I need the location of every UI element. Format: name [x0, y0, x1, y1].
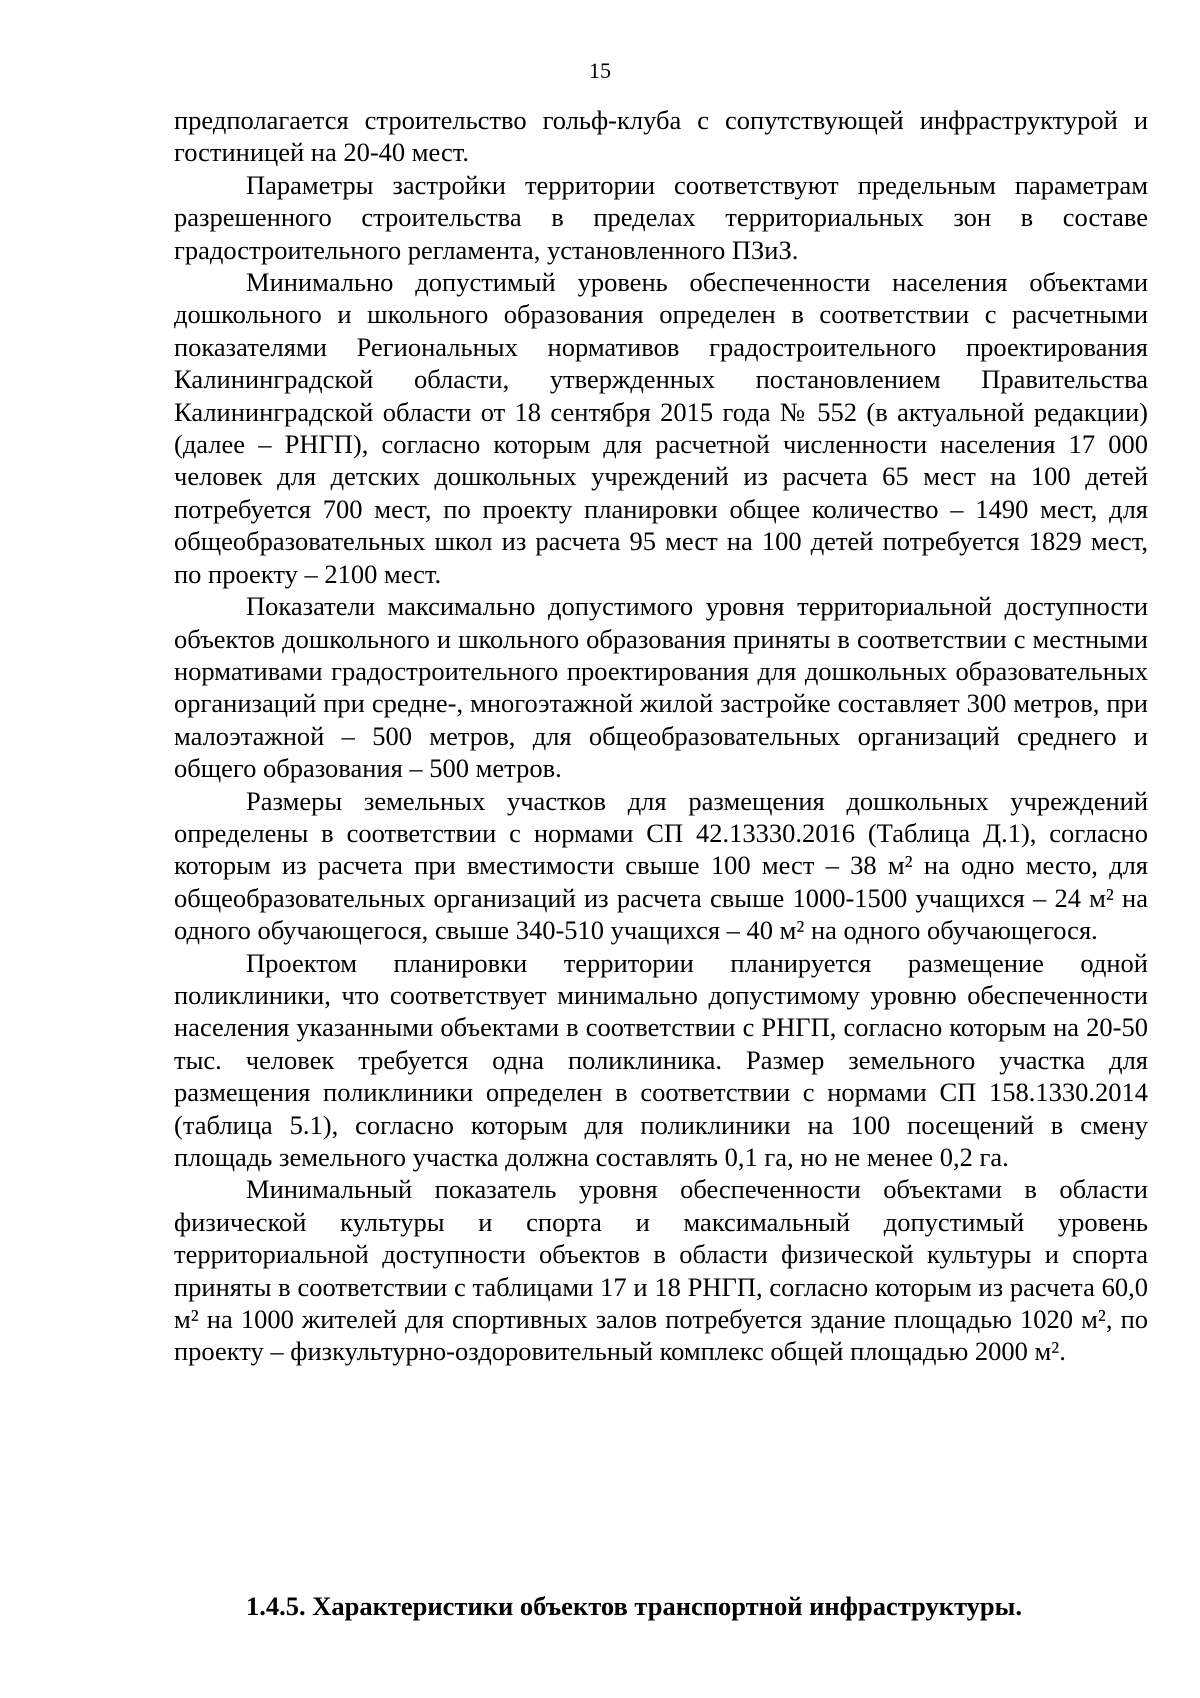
paragraph-polyclinic: Проектом планировки территории планируется размещение одной поликлиники, что соответствует минимально допустимому уровню обеспеченности населения указанными объектами в соответствии с РНГП, согласно которым на 20-50 тыс. человек требуется одна поликлиника. Размер земельного участка для размещения поликлиники определен в соответствии с нормами СП 158.1330.2014 (таблица 5.1), согласно которым для поликлиники на 100 посещений в смену площадь земельного участка должна составлять 0,1 га, но не менее 0,2 га. [174, 947, 1148, 1172]
paragraph-land-plot-sizes: Размеры земельных участков для размещения дошкольных учреждений определены в соответствии с нормами СП 42.13330.2016 (Таблица Д.1), согласно которым из расчета при вместимости свыше 100 мест – 38 м² на одно место, для общеобразовательных организаций из расчета свыше 1000-1500 учащихся – 24 м² на одного обучающегося, свыше 340-510 учащихся – 40 м² на одного обучающегося. [174, 785, 1148, 946]
paragraph-education-provision: Минимально допустимый уровень обеспеченности населения объектами дошкольного и школьного образования определен в соответствии с расчетными показателями Региональных нормативов градостроительного проектирования Калининградской области, утвержденных постановлением Правительства Калининградской области от 18 сентября 2015 года № 552 (в актуальной редакции) (далее – РНГП), согласно которым для расчетной численности населения 17 000 человек для детских дошкольных учреждений из расчета 65 мест на 100 детей потребуется 700 мест, по проекту планировки общее количество – 1490 мест, для общеобразовательных школ из расчета 95 мест на 100 детей потребуется 1829 мест, по проекту – 2100 мест. [174, 267, 1148, 589]
body-text [174, 104, 1148, 1368]
section-heading: 1.4.5. Характеристики объектов транспортной инфраструктуры. [246, 1591, 1022, 1621]
paragraph-sports-facilities: Минимальный показатель уровня обеспеченности объектами в области физической культуры и спорта и максимальный допустимый уровень территориальной доступности объектов в области физической культуры и спорта приняты в соответствии с таблицами 17 и 18 РНГП, согласно которым из расчета 60,0 м² на 1000 жителей для спортивных залов потребуется здание площадью 1020 м², по проекту – физкультурно-оздоровительный комплекс общей площадью 2000 м². [174, 1174, 1148, 1367]
page-number: 15 [589, 58, 611, 83]
paragraph-education-accessibility: Показатели максимально допустимого уровня территориальной доступности объектов дошкольного и школьного образования приняты в соответствии с местными нормативами градостроительного проектирования для дошкольных образовательных организаций при средне-, многоэтажной жилой застройке составляет 300 метров, при малоэтажной – 500 метров, для общеобразовательных организаций среднего и общего образования – 500 метров. [174, 591, 1148, 784]
paragraph-development-parameters: Параметры застройки территории соответствуют предельным параметрам разрешенного строительства в пределах территориальных зон в составе градостроительного регламента, установленного ПЗиЗ. [174, 169, 1148, 265]
paragraph-golf-club-continuation: предполагается строительство гольф-клуба с сопутствующей инфраструктурой и гостиницей на 20-40 мест. [174, 105, 1148, 168]
